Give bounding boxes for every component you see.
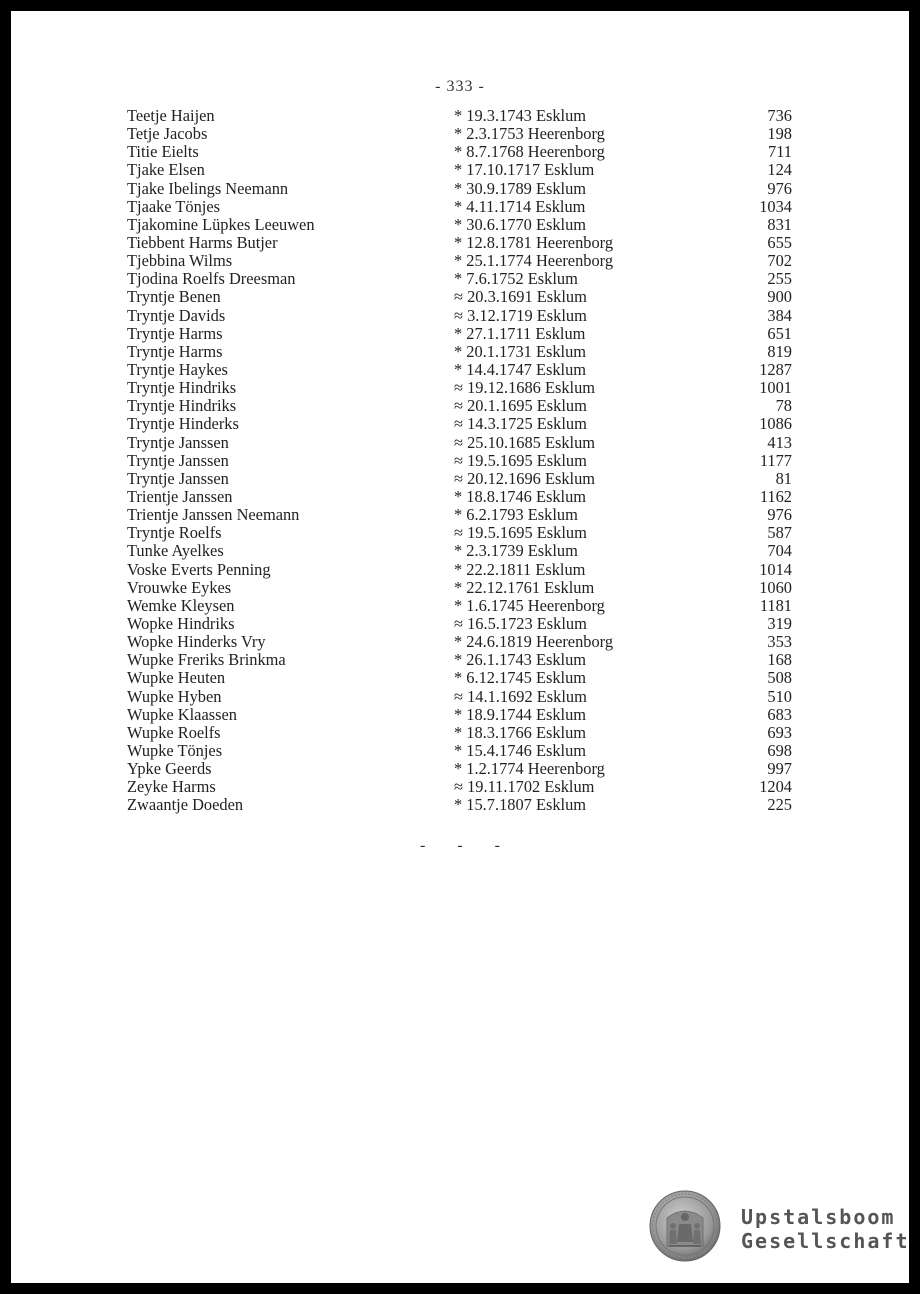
entry-number: 1177	[759, 450, 792, 470]
list-item	[127, 343, 792, 361]
entry-name: Wupke Roelfs	[127, 722, 221, 742]
list-item	[127, 143, 792, 161]
entry-name: Tryntje Hindriks	[127, 378, 237, 398]
entry-name: Wupke Hyben	[127, 686, 222, 706]
entry-name: Tjake Elsen	[127, 160, 205, 180]
entry-name: Ypke Geerds	[127, 759, 212, 779]
list-item	[127, 579, 792, 597]
list-item	[127, 597, 792, 615]
entry-number: 168	[767, 650, 792, 670]
entry-birth: ≈ 3.12.1719 Esklum	[454, 305, 587, 325]
entry-birth: * 17.10.1717 Esklum	[454, 160, 595, 180]
entry-number: 81	[775, 468, 792, 488]
list-item	[127, 216, 792, 234]
entry-birth: * 22.2.1811 Esklum	[454, 559, 586, 579]
page-number: - 333 -	[435, 78, 485, 95]
entry-number: 976	[767, 178, 792, 198]
entry-name: Tryntje Benen	[127, 287, 221, 307]
entry-name: Wupke Freriks Brinkma	[127, 650, 286, 670]
entry-name: Zeyke Harms	[127, 777, 216, 797]
entry-name: Tryntje Janssen	[127, 468, 229, 488]
entry-number: 587	[767, 523, 792, 543]
entry-name: Tjebbina Wilms	[127, 251, 233, 271]
entry-number: 384	[767, 305, 792, 325]
list-item	[127, 252, 792, 270]
entry-birth: * 2.3.1739 Esklum	[454, 541, 578, 561]
entry-number: 1162	[759, 486, 792, 506]
entry-name: Wupke Heuten	[127, 668, 226, 688]
entry-birth: * 1.6.1745 Heerenborg	[454, 595, 605, 615]
list-item	[127, 778, 792, 796]
entry-name: Tryntje Janssen	[127, 432, 229, 452]
entry-name: Tryntje Roelfs	[127, 523, 222, 543]
entry-number: 1086	[759, 414, 792, 434]
entry-number: 78	[775, 396, 792, 416]
publisher-name-line2: Gesellschaft	[741, 1229, 909, 1253]
list-item	[127, 161, 792, 179]
entry-name: Tjaake Tönjes	[127, 196, 220, 216]
entry-number: 225	[767, 795, 792, 815]
entry-birth: * 27.1.1711 Esklum	[454, 323, 586, 343]
entry-number: 1001	[759, 378, 792, 398]
entry-number: 1287	[759, 359, 792, 379]
entry-number: 655	[767, 232, 792, 252]
entry-name: Wupke Tönjes	[127, 740, 223, 760]
entry-birth: ≈ 25.10.1685 Esklum	[454, 432, 596, 452]
seal-icon	[649, 1190, 721, 1262]
list-item	[127, 542, 792, 560]
entry-number: 711	[768, 142, 792, 162]
entry-name: Tiebbent Harms Butjer	[127, 232, 278, 252]
entry-number: 997	[767, 759, 792, 779]
entry-birth: ≈ 14.1.1692 Esklum	[454, 686, 587, 706]
entry-birth: * 30.6.1770 Esklum	[454, 214, 587, 234]
entry-birth: ≈ 20.3.1691 Esklum	[454, 287, 587, 307]
list-item	[127, 198, 792, 216]
entry-number: 353	[767, 632, 792, 652]
entry-birth: * 7.6.1752 Esklum	[454, 269, 578, 289]
entry-birth: ≈ 19.5.1695 Esklum	[454, 523, 587, 543]
list-item	[127, 361, 792, 379]
entry-number: 683	[767, 704, 792, 724]
entry-name: Tjakomine Lüpkes Leeuwen	[127, 214, 315, 234]
entry-number: 255	[767, 269, 792, 289]
list-item	[127, 688, 792, 706]
list-item	[127, 506, 792, 524]
entry-number: 831	[767, 214, 792, 234]
list-item	[127, 651, 792, 669]
entry-number: 651	[767, 323, 792, 343]
entry-number: 976	[767, 505, 792, 525]
list-item	[127, 724, 792, 742]
entry-name: Wupke Klaassen	[127, 704, 237, 724]
entry-number: 508	[767, 668, 792, 688]
publisher-logo	[649, 1187, 909, 1269]
entry-name: Zwaantje Doeden	[127, 795, 244, 815]
entry-name: Tryntje Haykes	[127, 359, 228, 379]
list-item	[127, 796, 792, 814]
entry-name: Titie Eielts	[127, 142, 199, 162]
entry-birth: ≈ 19.12.1686 Esklum	[454, 378, 596, 398]
entry-name: Vrouwke Eykes	[127, 577, 232, 597]
entry-birth: * 6.2.1793 Esklum	[454, 505, 578, 525]
list-item	[127, 524, 792, 542]
list-item	[127, 234, 792, 252]
list-item	[127, 434, 792, 452]
entry-birth: ≈ 16.5.1723 Esklum	[454, 613, 587, 633]
list-item	[127, 561, 792, 579]
entry-birth: * 8.7.1768 Heerenborg	[454, 142, 605, 162]
publisher-name-line1: Upstalsboom	[741, 1205, 896, 1229]
entry-number: 319	[767, 613, 792, 633]
entry-name: Tryntje Davids	[127, 305, 226, 325]
list-item	[127, 633, 792, 651]
entry-birth: * 19.3.1743 Esklum	[454, 106, 587, 125]
entry-name: Wopke Hindriks	[127, 613, 235, 633]
entry-birth: * 30.9.1789 Esklum	[454, 178, 587, 198]
entry-name: Tjake Ibelings Neemann	[127, 178, 289, 198]
list-item	[127, 107, 792, 125]
list-item	[127, 415, 792, 433]
entry-birth: ≈ 14.3.1725 Esklum	[454, 414, 587, 434]
entry-name: Tryntje Hindriks	[127, 396, 237, 416]
entry-number: 704	[767, 541, 792, 561]
entry-birth: * 18.3.1766 Esklum	[454, 722, 587, 742]
list-item	[127, 470, 792, 488]
entry-birth: ≈ 20.12.1696 Esklum	[454, 468, 596, 488]
entry-name: Wopke Hinderks Vry	[127, 632, 266, 652]
list-item	[127, 307, 792, 325]
entry-number: 698	[767, 740, 792, 760]
list-item	[127, 325, 792, 343]
entry-birth: * 12.8.1781 Heerenborg	[454, 232, 614, 252]
publisher-name	[741, 1205, 909, 1253]
entry-number: 1014	[759, 559, 792, 579]
entry-birth: * 6.12.1745 Esklum	[454, 668, 587, 688]
entry-number: 819	[767, 341, 792, 361]
entry-list	[127, 107, 792, 814]
list-item	[127, 288, 792, 306]
entry-birth: ≈ 19.11.1702 Esklum	[454, 777, 595, 797]
entry-number: 900	[767, 287, 792, 307]
list-item	[127, 397, 792, 415]
entry-number: 1034	[759, 196, 792, 216]
entry-number: 1060	[759, 577, 792, 597]
entry-number: 413	[767, 432, 792, 452]
entry-number: 693	[767, 722, 792, 742]
list-item	[127, 742, 792, 760]
entry-number: 124	[767, 160, 792, 180]
entry-name: Teetje Haijen	[127, 106, 215, 125]
entry-number: 198	[767, 124, 792, 144]
list-item	[127, 615, 792, 633]
end-mark: - - -	[420, 837, 514, 854]
entry-name: Trientje Janssen Neemann	[127, 505, 300, 525]
entry-name: Tryntje Harms	[127, 341, 223, 361]
entry-name: Tetje Jacobs	[127, 124, 208, 144]
list-item	[127, 379, 792, 397]
entry-birth: * 25.1.1774 Heerenborg	[454, 251, 614, 271]
entry-name: Tunke Ayelkes	[127, 541, 224, 561]
entry-name: Voske Everts Penning	[127, 559, 271, 579]
list-item	[127, 452, 792, 470]
entry-number: 1204	[759, 777, 792, 797]
entry-name: Tryntje Hinderks	[127, 414, 239, 434]
entry-birth: * 15.7.1807 Esklum	[454, 795, 587, 815]
entry-birth: * 2.3.1753 Heerenborg	[454, 124, 605, 144]
entry-birth: ≈ 19.5.1695 Esklum	[454, 450, 587, 470]
entry-birth: * 14.4.1747 Esklum	[454, 359, 587, 379]
entry-number: 736	[767, 106, 792, 125]
entry-birth: * 20.1.1731 Esklum	[454, 341, 587, 361]
entry-name: Tjodina Roelfs Dreesman	[127, 269, 296, 289]
entry-birth: * 18.8.1746 Esklum	[454, 486, 587, 506]
list-item	[127, 270, 792, 288]
entry-birth: * 26.1.1743 Esklum	[454, 650, 587, 670]
entry-number: 1181	[759, 595, 792, 615]
entry-name: Trientje Janssen	[127, 486, 233, 506]
entry-birth: * 15.4.1746 Esklum	[454, 740, 587, 760]
list-item	[127, 488, 792, 506]
list-item	[127, 669, 792, 687]
entry-birth: * 18.9.1744 Esklum	[454, 704, 587, 724]
entry-birth: * 1.2.1774 Heerenborg	[454, 759, 605, 779]
entry-birth: * 24.6.1819 Heerenborg	[454, 632, 614, 652]
entry-birth: * 22.12.1761 Esklum	[454, 577, 595, 597]
list-item	[127, 760, 792, 778]
entry-birth: * 4.11.1714 Esklum	[454, 196, 586, 216]
list-item	[127, 180, 792, 198]
list-item	[127, 125, 792, 143]
list-item	[127, 706, 792, 724]
entry-name: Wemke Kleysen	[127, 595, 235, 615]
entry-number: 510	[767, 686, 792, 706]
entry-birth: ≈ 20.1.1695 Esklum	[454, 396, 587, 416]
entry-name: Tryntje Harms	[127, 323, 223, 343]
entry-number: 702	[767, 251, 792, 271]
document-page	[11, 11, 909, 1283]
entry-name: Tryntje Janssen	[127, 450, 229, 470]
